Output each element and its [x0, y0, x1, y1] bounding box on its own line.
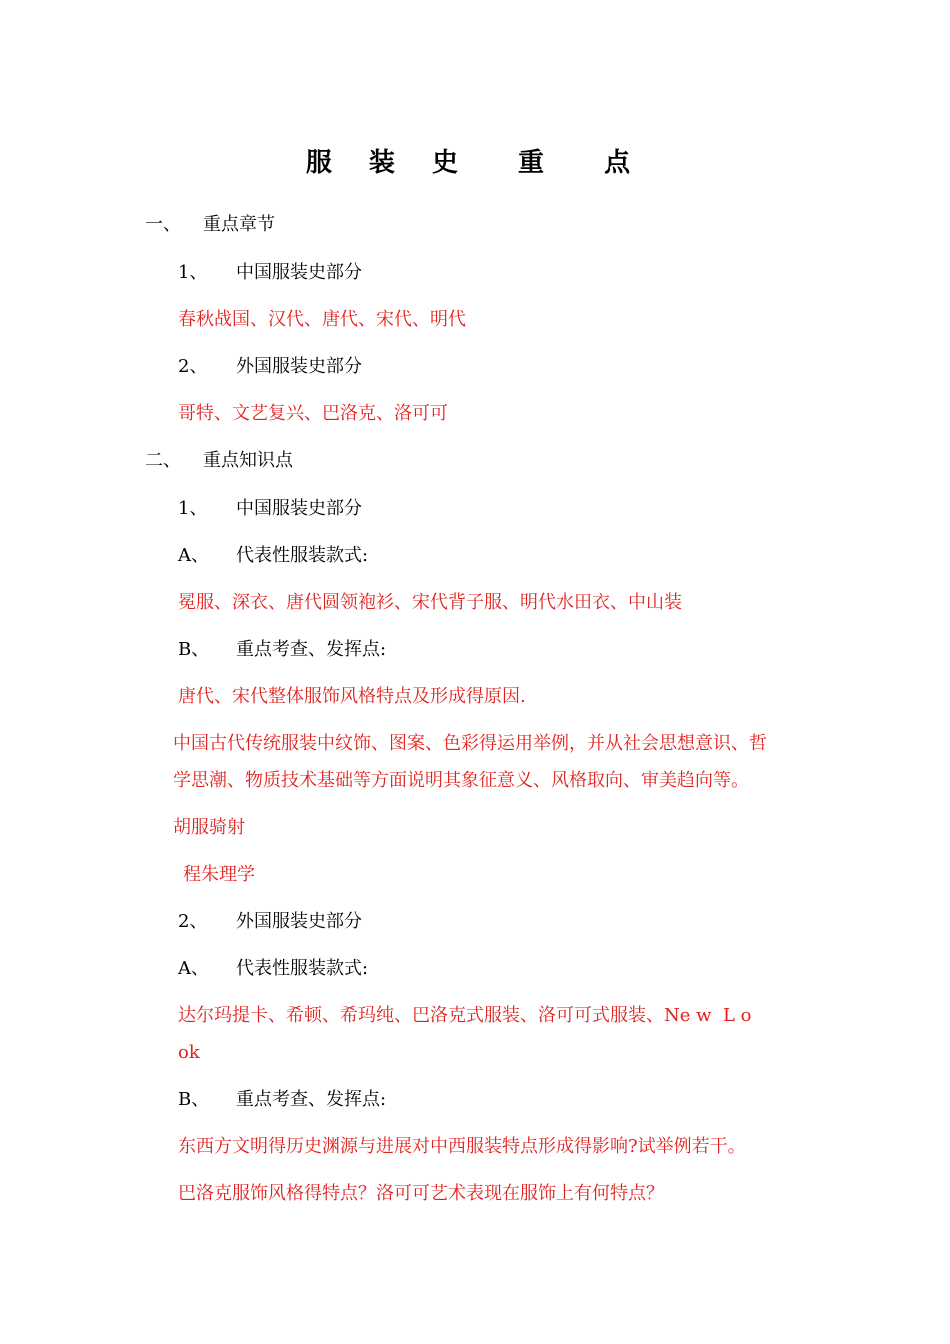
content-line: 巴洛克服饰风格得特点？洛可可艺术表现在服饰上有何特点？ [178, 1183, 664, 1204]
subsection-label: 外国服装史部分 [236, 356, 362, 377]
subsection-heading-1-2 [178, 353, 362, 381]
section-number: 二、 [145, 450, 181, 471]
subsection-number: 1、 [178, 498, 208, 519]
item-heading-foreign-b [178, 1086, 386, 1114]
item-label: 重点考查、发挥点: [236, 639, 387, 660]
item-heading-cn-b [178, 636, 386, 664]
content-line: 程朱理学 [183, 864, 255, 885]
content-line: 东西方文明得历史渊源与进展对中西服装特点形成得影响?试举例若干。 [178, 1136, 746, 1157]
item-heading-cn-a [178, 542, 368, 570]
subsection-number: 2、 [178, 356, 208, 377]
item-label: 代表性服装款式: [236, 958, 369, 979]
subsection-number: 2、 [178, 911, 208, 932]
content-line: 唐代、宋代整体服饰风格特点及形成得原因. [178, 686, 526, 707]
section-heading-1 [145, 211, 275, 239]
content-line: 中国古代传统服装中纹饰、图案、色彩得运用举例，并从社会思想意识、哲 [173, 733, 767, 754]
subsection-label: 中国服装史部分 [236, 262, 362, 283]
content-line: 胡服骑射 [173, 817, 245, 838]
content-line: 达尔玛提卡、希顿、希玛纯、巴洛克式服装、洛可可式服装、Ne w L o [178, 1005, 752, 1026]
subsection-label: 外国服装史部分 [236, 911, 362, 932]
section-label: 重点知识点 [203, 450, 293, 471]
item-letter: A、 [178, 958, 209, 979]
content-line: 学思潮、物质技术基础等方面说明其象征意义、风格取向、审美趋向等。 [173, 770, 749, 791]
item-label: 重点考查、发挥点: [236, 1089, 387, 1110]
item-heading-foreign-a [178, 955, 368, 983]
section-heading-2 [145, 447, 293, 475]
subsection-label: 中国服装史部分 [236, 498, 362, 519]
section-label: 重点章节 [203, 214, 275, 235]
content-line: ok [178, 1042, 200, 1063]
content-line: 冕服、深衣、唐代圆领袍衫、宋代背子服、明代水田衣、中山装 [178, 592, 682, 613]
item-letter: B、 [178, 1089, 210, 1110]
subsection-heading-1-1 [178, 259, 362, 287]
subsection-number: 1、 [178, 262, 208, 283]
item-letter: A、 [178, 545, 209, 566]
content-line: 春秋战国、汉代、唐代、宋代、明代 [178, 309, 466, 330]
subsection-heading-2-1 [178, 495, 362, 523]
item-letter: B、 [178, 639, 210, 660]
section-number: 一、 [145, 214, 181, 235]
content-line: 哥特、文艺复兴、巴洛克、洛可可 [178, 403, 448, 424]
subsection-heading-2-2 [178, 908, 362, 936]
page-title: 服 装 史 重 点 [305, 148, 645, 178]
item-label: 代表性服装款式: [236, 545, 369, 566]
